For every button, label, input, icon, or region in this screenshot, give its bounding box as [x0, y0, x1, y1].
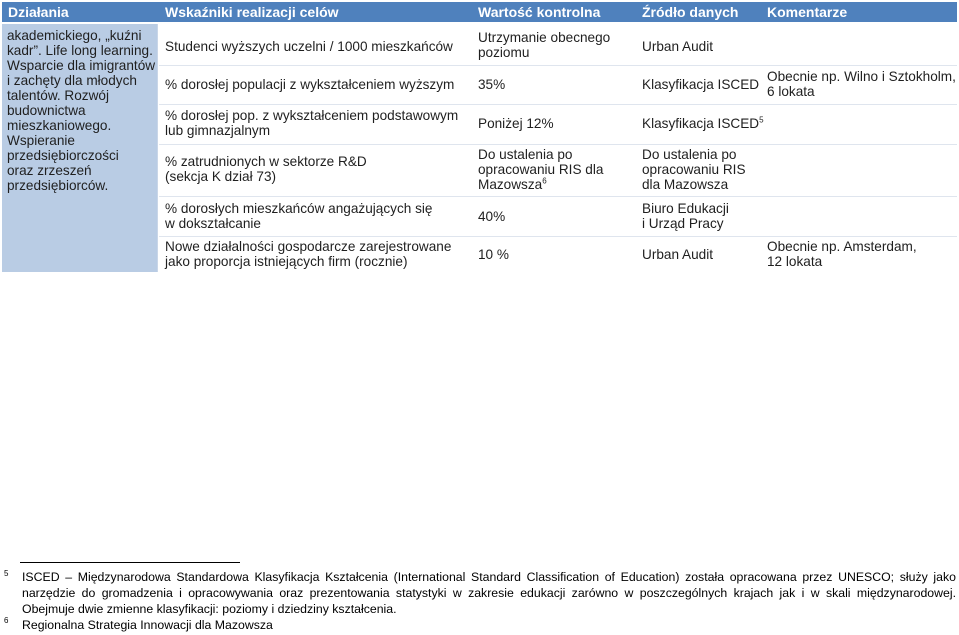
footnote-6-mark: 6	[4, 616, 9, 625]
row-5-indicator: % dorosłych mieszkańców angażujących się w dokształcanie	[165, 201, 433, 231]
table-header	[2, 2, 957, 22]
row-6-indicator: Nowe działalności gospodarcze zarejestrowane jako proporcja istniejących firm (rocznie)	[165, 239, 452, 269]
footnote-separator	[20, 562, 240, 563]
row-divider	[159, 236, 957, 237]
row-5-source: Biuro Edukacji i Urząd Pracy	[642, 201, 729, 231]
row-2-source: Klasyfikacja ISCED	[642, 77, 760, 92]
footnote-6-text: Regionalna Strategia Innowacji dla Mazowsza	[22, 618, 273, 632]
row-1-source: Urban Audit	[642, 39, 714, 54]
footnote-ref-6: 6	[542, 176, 547, 186]
header-actions: Działania	[8, 4, 69, 20]
row-4-indicator: % zatrudnionych w sektorze R&D (sekcja K dział 73)	[165, 154, 367, 184]
row-3-source-text: Klasyfikacja ISCED	[642, 116, 760, 131]
header-target-value: Wartość kontrolna	[478, 4, 601, 20]
row-divider	[159, 144, 957, 145]
row-5-value: 40%	[478, 209, 506, 224]
row-1-indicator: Studenci wyższych uczelni / 1000 mieszkańców	[165, 39, 453, 54]
actions-column	[2, 24, 158, 272]
row-6-value: 10 %	[478, 247, 509, 262]
row-6-source: Urban Audit	[642, 247, 714, 262]
row-divider	[159, 65, 957, 66]
row-2-value: 35%	[478, 77, 506, 92]
header-data-source: Źródło danych	[642, 4, 739, 20]
indicators-table	[2, 2, 957, 272]
header-comments: Komentarze	[767, 4, 848, 20]
header-indicators: Wskaźniki realizacji celów	[165, 4, 339, 20]
row-2-comment: Obecnie np. Wilno i Sztokholm, 6 lokata	[767, 69, 956, 99]
row-3-value: Poniżej 12%	[478, 116, 554, 131]
row-2-indicator: % dorosłej populacji z wykształceniem wyższym	[165, 77, 455, 92]
actions-text: akademickiego, „kuźni kadr”. Life long learning. Wsparcie dla imigrantów i zachęty dla młodych talentów. Rozwój budownictwa mieszkaniowego. Wspieranie przedsiębiorczości oraz zrzeszeń przedsiębiorców.	[7, 28, 156, 193]
row-divider	[159, 104, 957, 105]
row-4-value-text: Do ustalenia po opracowaniu RIS dla Mazowsza	[478, 147, 604, 192]
row-4-source: Do ustalenia po opracowaniu RIS dla Mazowsza	[642, 147, 746, 192]
row-divider	[159, 196, 957, 197]
row-6-comment: Obecnie np. Amsterdam, 12 lokata	[767, 239, 917, 269]
row-1-value: Utrzymanie obecnego poziomu	[478, 30, 611, 60]
row-4-value	[478, 147, 603, 192]
footnote-5-text: ISCED – Międzynarodowa Standardowa Klasyfikacja Kształcenia (International Standard Classification of Education) została opracowana przez UNESCO; służy jako narzędzie do gromadzenia i opracowywania oraz prezentowania statystyki w zakresie edukacji zarówno w poszczególnych krajach jak i w skali międzynarodowej. Obejmuje dwie zmienne klasyfikacji: poziomy i dziedziny kształcenia.	[22, 570, 956, 616]
row-3-source	[642, 116, 764, 131]
footnote-5-mark: 5	[4, 569, 9, 578]
row-3-indicator: % dorosłej pop. z wykształceniem podstawowym lub gimnazjalnym	[165, 108, 459, 138]
footnote-ref-5: 5	[759, 115, 764, 125]
